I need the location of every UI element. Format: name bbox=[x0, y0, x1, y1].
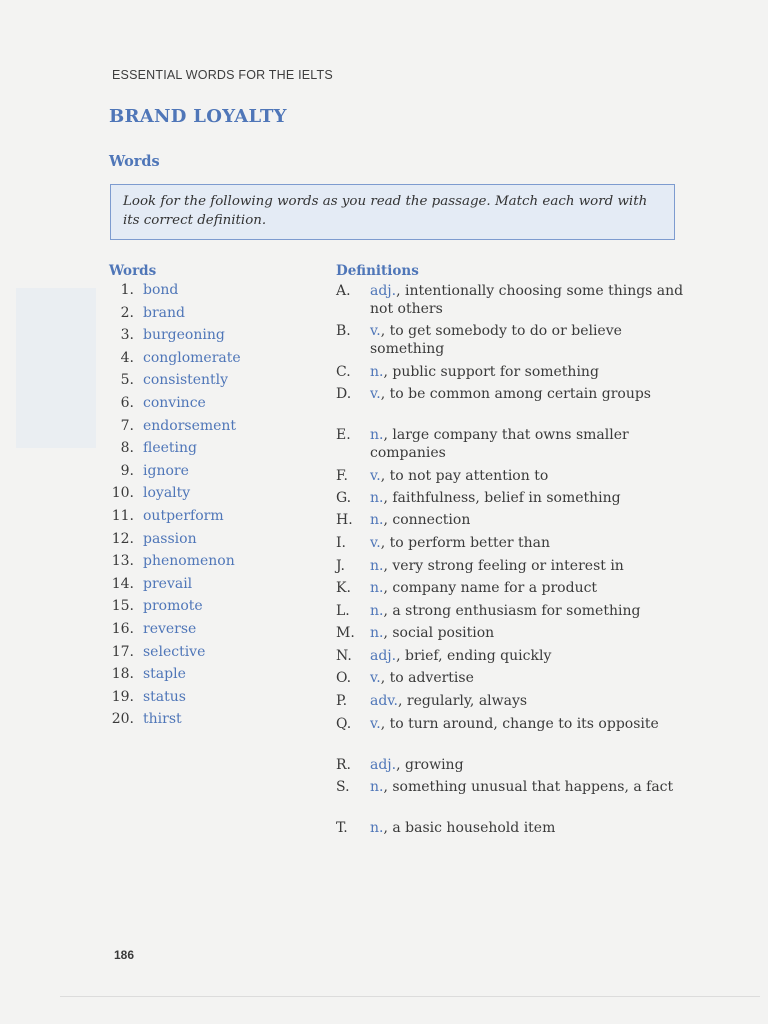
part-of-speech: adj. bbox=[370, 648, 397, 664]
definition-text: , faithfulness, belief in something bbox=[383, 490, 621, 506]
word-term: ignore bbox=[143, 462, 189, 479]
word-number: 2. bbox=[120, 304, 134, 321]
word-number: 19. bbox=[111, 688, 134, 705]
part-of-speech: n. bbox=[370, 427, 384, 443]
word-number: 1. bbox=[120, 282, 134, 298]
word-number: 11. bbox=[111, 508, 134, 524]
word-item bbox=[106, 689, 306, 709]
part-of-speech: n. bbox=[370, 603, 384, 619]
word-item bbox=[106, 621, 306, 641]
section-heading: Words bbox=[109, 153, 160, 170]
running-head: ESSENTIAL WORDS FOR THE IELTS bbox=[112, 68, 333, 82]
word-term: thirst bbox=[143, 711, 182, 728]
definition-text: , to perform better than bbox=[380, 535, 551, 551]
definition-body bbox=[370, 819, 690, 837]
definition-letter: M. bbox=[336, 625, 355, 641]
word-number: 3. bbox=[120, 327, 134, 344]
definition-text: , intentionally choosing some things and not others bbox=[370, 283, 684, 317]
part-of-speech: v. bbox=[370, 535, 381, 551]
word-item bbox=[106, 576, 306, 596]
word-term: selective bbox=[143, 643, 206, 660]
word-item bbox=[106, 666, 306, 686]
part-of-speech: n. bbox=[370, 558, 384, 574]
page-title: BRAND LOYALTY bbox=[109, 106, 287, 127]
definition-text: , very strong feeling or interest in bbox=[383, 558, 624, 574]
words-column-heading: Words bbox=[109, 263, 157, 279]
word-number: 13. bbox=[111, 553, 134, 570]
word-number: 12. bbox=[111, 530, 134, 547]
definition-body bbox=[370, 363, 690, 381]
part-of-speech: v. bbox=[370, 716, 381, 732]
word-item bbox=[106, 531, 306, 551]
word-item bbox=[106, 485, 306, 505]
definition-body bbox=[370, 322, 690, 358]
definition-text: , brief, ending quickly bbox=[396, 648, 552, 664]
definition-letter: O. bbox=[336, 670, 352, 686]
definition-letter: D. bbox=[336, 386, 352, 402]
definition-letter: R. bbox=[336, 757, 351, 773]
definition-body bbox=[370, 557, 690, 575]
word-item bbox=[106, 350, 306, 370]
word-item bbox=[106, 463, 306, 483]
definition-text: , growing bbox=[396, 757, 464, 773]
word-term: fleeting bbox=[143, 440, 197, 457]
definition-body bbox=[370, 511, 690, 529]
definition-text: , regularly, always bbox=[398, 693, 528, 709]
instructions-box: Look for the following words as you read the passage. Match each word with its correct definition. bbox=[110, 184, 675, 240]
definition-body bbox=[370, 385, 690, 403]
definition-letter: J. bbox=[336, 558, 345, 574]
part-of-speech: n. bbox=[370, 820, 384, 836]
word-item bbox=[106, 305, 306, 325]
definition-letter: Q. bbox=[336, 716, 352, 732]
word-term: promote bbox=[143, 598, 203, 615]
word-number: 8. bbox=[120, 440, 134, 457]
word-item bbox=[106, 395, 306, 415]
definition-body bbox=[370, 715, 690, 733]
definition-text: , something unusual that happens, a fact bbox=[383, 779, 674, 795]
definition-letter: L. bbox=[336, 603, 350, 619]
word-term: brand bbox=[143, 304, 185, 321]
bleed-through-tint bbox=[16, 288, 96, 448]
word-term: convince bbox=[143, 395, 206, 411]
word-term: consistently bbox=[143, 372, 229, 389]
definition-text: , to be common among certain groups bbox=[380, 386, 651, 402]
definition-letter: B. bbox=[336, 323, 351, 339]
definition-body bbox=[370, 282, 690, 318]
word-term: status bbox=[143, 688, 186, 705]
definition-text: , a strong enthusiasm for something bbox=[383, 603, 641, 619]
word-number: 6. bbox=[120, 395, 134, 411]
word-term: loyalty bbox=[143, 485, 191, 502]
word-item bbox=[106, 282, 306, 302]
part-of-speech: adj. bbox=[370, 757, 397, 773]
definition-letter: N. bbox=[336, 648, 352, 664]
definition-body bbox=[370, 467, 690, 485]
part-of-speech: v. bbox=[370, 670, 381, 686]
word-term: burgeoning bbox=[143, 327, 225, 344]
part-of-speech: n. bbox=[370, 512, 384, 528]
part-of-speech: n. bbox=[370, 364, 384, 380]
word-number: 15. bbox=[111, 598, 134, 615]
word-number: 16. bbox=[111, 621, 134, 637]
word-number: 9. bbox=[120, 462, 134, 479]
word-term: passion bbox=[143, 530, 197, 547]
word-item bbox=[106, 711, 306, 731]
word-number: 14. bbox=[111, 575, 134, 592]
word-item bbox=[106, 553, 306, 573]
definitions-column-heading: Definitions bbox=[336, 263, 419, 279]
word-term: staple bbox=[143, 666, 186, 683]
definition-text: , to get somebody to do or believe something bbox=[370, 323, 622, 357]
word-number: 17. bbox=[111, 643, 134, 660]
definition-body bbox=[370, 624, 690, 642]
definition-body bbox=[370, 669, 690, 687]
definition-text: , to turn around, change to its opposite bbox=[380, 716, 659, 732]
definition-body bbox=[370, 692, 690, 710]
definition-letter: S. bbox=[336, 779, 350, 795]
definition-letter: E. bbox=[336, 427, 351, 443]
part-of-speech: n. bbox=[370, 490, 384, 506]
word-term: conglomerate bbox=[143, 349, 241, 366]
word-term: phenomenon bbox=[143, 553, 235, 570]
definition-text: , large company that owns smaller companies bbox=[370, 427, 629, 461]
word-number: 20. bbox=[111, 711, 134, 728]
word-term: reverse bbox=[143, 621, 197, 637]
definition-letter: G. bbox=[336, 490, 352, 506]
definition-letter: K. bbox=[336, 580, 351, 596]
word-item bbox=[106, 644, 306, 664]
word-term: endorsement bbox=[143, 417, 237, 434]
part-of-speech: n. bbox=[370, 779, 384, 795]
word-term: bond bbox=[143, 282, 179, 298]
part-of-speech: v. bbox=[370, 323, 381, 339]
definition-body bbox=[370, 778, 690, 796]
definition-body bbox=[370, 426, 690, 462]
part-of-speech: adj. bbox=[370, 283, 397, 299]
part-of-speech: v. bbox=[370, 386, 381, 402]
word-item bbox=[106, 418, 306, 438]
part-of-speech: n. bbox=[370, 625, 384, 641]
word-term: outperform bbox=[143, 508, 224, 524]
definition-text: , public support for something bbox=[383, 364, 599, 380]
definition-text: , connection bbox=[383, 512, 471, 528]
definition-text: , company name for a product bbox=[383, 580, 598, 596]
definition-letter: C. bbox=[336, 364, 351, 380]
definition-body bbox=[370, 489, 690, 507]
word-number: 5. bbox=[120, 372, 134, 389]
word-number: 4. bbox=[120, 349, 134, 366]
word-item bbox=[106, 598, 306, 618]
definition-body bbox=[370, 602, 690, 620]
page-edge-line bbox=[60, 996, 760, 997]
definition-letter: T. bbox=[336, 820, 348, 836]
definition-text: , to advertise bbox=[380, 670, 474, 686]
definition-text: , to not pay attention to bbox=[380, 468, 549, 484]
definition-text: , a basic household item bbox=[383, 820, 556, 836]
definition-body bbox=[370, 579, 690, 597]
definition-letter: H. bbox=[336, 512, 353, 528]
definition-letter: I. bbox=[336, 535, 346, 551]
definition-letter: A. bbox=[336, 283, 351, 299]
word-number: 7. bbox=[120, 417, 134, 434]
definition-body bbox=[370, 756, 690, 774]
part-of-speech: adv. bbox=[370, 693, 399, 709]
word-item bbox=[106, 372, 306, 392]
page-number: 186 bbox=[114, 948, 135, 962]
definition-letter: P. bbox=[336, 693, 348, 709]
definition-body bbox=[370, 647, 690, 665]
definition-text: , social position bbox=[383, 625, 495, 641]
part-of-speech: v. bbox=[370, 468, 381, 484]
part-of-speech: n. bbox=[370, 580, 384, 596]
word-number: 10. bbox=[111, 485, 134, 502]
definition-body bbox=[370, 534, 690, 552]
word-item bbox=[106, 327, 306, 347]
definition-letter: F. bbox=[336, 468, 348, 484]
word-term: prevail bbox=[143, 575, 193, 592]
word-number: 18. bbox=[111, 666, 134, 683]
word-item bbox=[106, 508, 306, 528]
word-item bbox=[106, 440, 306, 460]
